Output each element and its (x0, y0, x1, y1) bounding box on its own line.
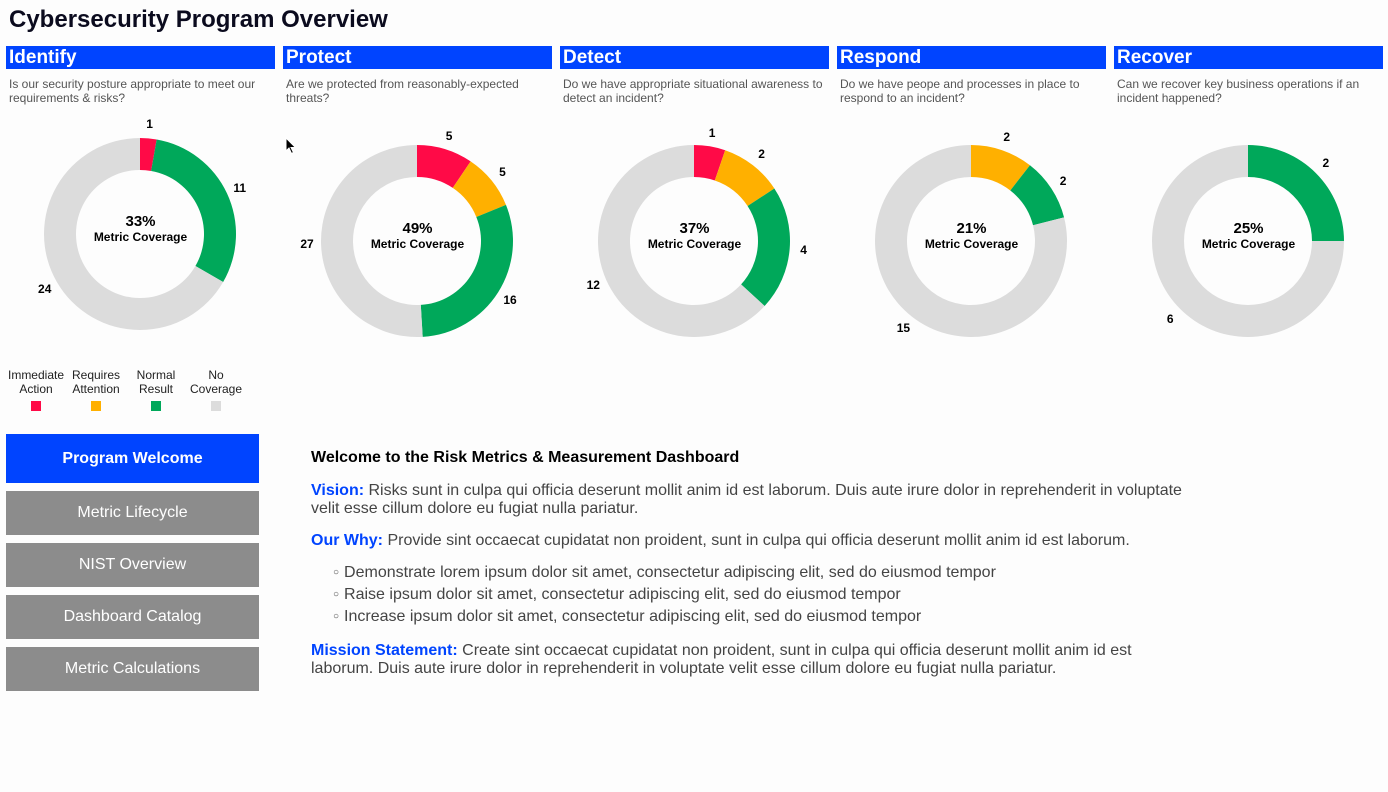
coverage-caption: Metric Coverage (924, 237, 1019, 251)
vision-paragraph (311, 482, 1191, 518)
mission-label: Mission Statement: (311, 642, 458, 659)
donut-center (1114, 220, 1383, 251)
segment-value-label: 1 (708, 125, 716, 140)
coverage-caption: Metric Coverage (93, 230, 188, 244)
donut-chart (837, 116, 1106, 346)
legend-item-immediate-action (6, 368, 66, 411)
coverage-caption: Metric Coverage (647, 237, 742, 251)
coverage-percent: 33% (125, 213, 156, 230)
legend-item-requires-attention (66, 368, 126, 411)
coverage-caption: Metric Coverage (1201, 237, 1296, 251)
segment-value-label: 1 (146, 117, 153, 132)
function-header: Protect (283, 46, 552, 69)
function-question: Do we have peope and processes in place to respond to an incident? (840, 77, 1080, 105)
legend-label: Requires Attention (71, 368, 121, 396)
bullet-item: ○ Increase ipsum dolor sit amet, consectetur adipiscing elit, sed do eiusmod tempor (333, 606, 1191, 628)
function-columns (6, 46, 1383, 346)
coverage-percent: 21% (956, 220, 987, 237)
legend-swatch (31, 401, 41, 411)
segment-value-label: 11 (233, 180, 247, 195)
segment-value-label: 16 (503, 292, 517, 307)
segment-value-label: 2 (1059, 173, 1067, 188)
donut-chart (283, 116, 552, 346)
coverage-percent: 37% (679, 220, 710, 237)
function-header: Detect (560, 46, 829, 69)
bullet-item: ○ Demonstrate lorem ipsum dolor sit amet, consectetur adipiscing elit, sed do eiusmod tempor (333, 562, 1191, 584)
function-question: Are we protected from reasonably-expected threats? (286, 77, 519, 105)
chart-legend (6, 368, 246, 411)
segment-value-label: 15 (896, 320, 911, 335)
why-paragraph (311, 532, 1191, 550)
donut-center (560, 220, 829, 251)
function-question: Is our security posture appropriate to meet our requirements & risks? (9, 77, 256, 105)
function-question: Can we recover key business operations if an incident happened? (1117, 77, 1360, 105)
function-column-detect (560, 46, 829, 346)
welcome-heading: Welcome to the Risk Metrics & Measurement Dashboard (311, 449, 740, 466)
nav-button-nist-overview[interactable]: NIST Overview (6, 543, 259, 587)
function-header: Identify (6, 46, 275, 69)
donut-chart (560, 116, 829, 346)
bullet-item: ○ Raise ipsum dolor sit amet, consectetur adipiscing elit, sed do eiusmod tempor (333, 584, 1191, 606)
segment-value-label: 6 (1166, 311, 1174, 326)
legend-item-no-coverage (186, 368, 246, 411)
segment-value-label: 27 (300, 237, 314, 252)
why-label: Our Why: (311, 532, 383, 549)
coverage-caption: Metric Coverage (370, 237, 465, 251)
segment-value-label: 5 (445, 128, 453, 143)
donut-segment-normal-result (151, 139, 236, 282)
vision-label: Vision: (311, 482, 365, 499)
welcome-content (311, 449, 1191, 692)
segment-value-label: 4 (800, 243, 807, 258)
donut-center (283, 220, 552, 251)
donut-chart (6, 116, 275, 346)
why-text: Provide sint occaecat cupidatat non proident, sunt in culpa qui officia deserunt mollit anim id est laborum. (383, 532, 1130, 549)
segment-value-label: 24 (38, 282, 52, 296)
function-column-protect (283, 46, 552, 346)
function-header: Respond (837, 46, 1106, 69)
mission-text: Create sint occaecat cupidatat non proident, sunt in culpa qui officia deserunt mollit anim id est laborum. Duis aute irure dolor in reprehenderit in voluptate velit esse cillum dolore eu fugiat nulla pariatur. (311, 642, 1132, 677)
segment-value-label: 5 (499, 164, 506, 179)
segment-value-label: 2 (1322, 156, 1330, 171)
segment-value-label: 12 (586, 278, 600, 293)
function-question: Do we have appropriate situational awareness to detect an incident? (563, 77, 823, 105)
coverage-percent: 25% (1233, 220, 1264, 237)
function-column-recover (1114, 46, 1383, 346)
legend-label: Normal Result (136, 368, 176, 396)
mouse-cursor-icon (285, 137, 297, 160)
function-column-respond (837, 46, 1106, 346)
why-bullet-list (333, 562, 1191, 628)
donut-chart (1114, 116, 1383, 346)
donut-center (837, 220, 1106, 251)
legend-swatch (91, 401, 101, 411)
nav-button-dashboard-catalog[interactable]: Dashboard Catalog (6, 595, 259, 639)
nav-button-program-welcome[interactable]: Program Welcome (6, 434, 259, 483)
function-header: Recover (1114, 46, 1383, 69)
segment-value-label: 2 (758, 147, 765, 162)
legend-item-normal-result (126, 368, 186, 411)
mission-paragraph (311, 642, 1191, 678)
function-column-identify (6, 46, 275, 346)
legend-label: Immediate Action (7, 368, 65, 396)
nav-button-metric-calculations[interactable]: Metric Calculations (6, 647, 259, 691)
legend-swatch (211, 401, 221, 411)
vision-text: Risks sunt in culpa qui officia deserunt mollit anim id est laborum. Duis aute irure dolor in reprehenderit in voluptate velit esse cillum dolore eu fugiat nulla pariatur. (311, 482, 1182, 517)
segment-value-label: 2 (1003, 129, 1011, 144)
coverage-percent: 49% (402, 220, 433, 237)
legend-swatch (151, 401, 161, 411)
page-title: Cybersecurity Program Overview (9, 6, 388, 33)
side-navigation (6, 434, 259, 699)
legend-label: No Coverage (189, 368, 243, 396)
nav-button-metric-lifecycle[interactable]: Metric Lifecycle (6, 491, 259, 535)
donut-center (6, 213, 275, 244)
